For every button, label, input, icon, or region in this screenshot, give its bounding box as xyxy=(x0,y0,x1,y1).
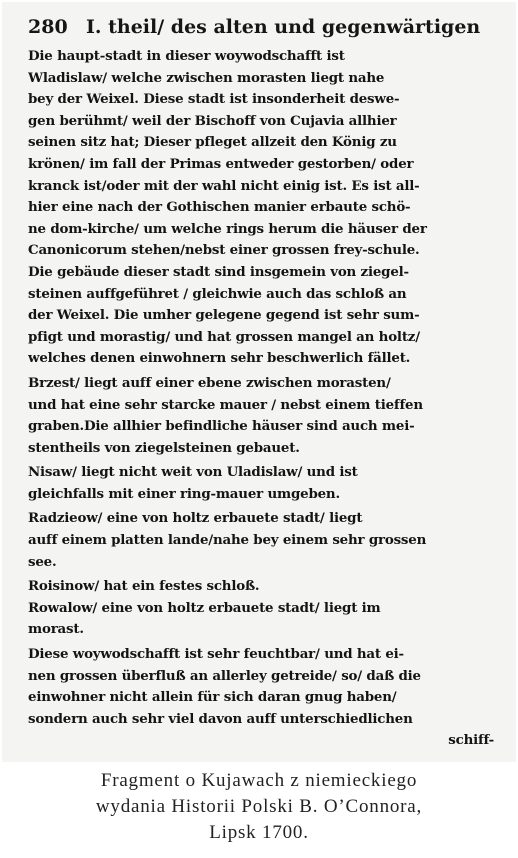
image-caption xyxy=(0,768,518,846)
text-line: see. xyxy=(28,553,57,570)
text-line: kranck ist/oder mit der wahl nicht einig ist. Es ist all- xyxy=(28,177,420,194)
running-header xyxy=(28,16,498,38)
catchword: schiff- xyxy=(448,732,494,749)
text-line: gen berühmt/ weil der Bischoff von Cujavia allhier xyxy=(28,112,397,129)
text-line: Rowalow/ eine von holtz erbauete stadt/ liegt im xyxy=(28,599,381,616)
text-line: nen grossen überfluß an allerley getreide/ so/ daß die xyxy=(28,667,421,684)
text-line: Diese woywodschafft ist sehr feuchtbar/ und hat ei- xyxy=(28,646,404,663)
text-line: Wladislaw/ welche zwischen morasten liegt nahe xyxy=(28,69,385,86)
text-line: gleichfalls mit einer ring-mauer umgeben. xyxy=(28,485,340,502)
text-line: Die haupt-stadt in dieser woywodschafft ist xyxy=(28,48,345,64)
text-line: Nisaw/ liegt nicht weit von Uladislaw/ und ist xyxy=(28,464,358,481)
text-line: auff einem platten lande/nahe bey einem sehr grossen xyxy=(28,532,427,549)
text-line: steinen auffgeführet / gleichwie auch das schloß an xyxy=(28,285,407,302)
text-line: graben.Die allhier befindliche häuser sind auch mei- xyxy=(28,418,415,435)
running-head-title: I. theil/ des alten und gegenwärtigen xyxy=(86,16,481,38)
text-line: der Weixel. Die umher gelegene gegend ist sehr sum- xyxy=(28,307,420,324)
text-line: Radzieow/ eine von holtz erbauete stadt/ liegt xyxy=(28,510,363,527)
text-line: hier eine nach der Gothischen manier erbaute schö- xyxy=(28,199,411,216)
text-line: ne dom-kirche/ um welche rings herum die häuser der xyxy=(28,220,427,237)
caption-line: Lipsk 1700. xyxy=(209,822,309,843)
text-line: sondern auch sehr viel davon auff unterschiedlichen xyxy=(28,710,413,727)
text-line: bey der Weixel. Diese stadt ist insonderheit deswe- xyxy=(28,91,400,108)
text-line: und hat eine sehr starcke mauer / nebst einem tieffen xyxy=(28,396,423,413)
page-number: 280 xyxy=(28,16,68,38)
scanned-page xyxy=(2,2,516,762)
text-line: krönen/ im fall der Primas entweder gestorben/ oder xyxy=(28,155,414,172)
text-line: Brzest/ liegt auff einer ebene zwischen morasten/ xyxy=(28,374,391,391)
body-text xyxy=(28,46,502,752)
caption-line: Fragment o Kujawach z niemieckiego xyxy=(100,770,418,791)
text-line: Roisinow/ hat ein festes schloß. xyxy=(28,578,260,595)
text-line: morast. xyxy=(28,621,84,638)
text-line: Die gebäude dieser stadt sind insgemein von ziegel- xyxy=(28,263,409,280)
text-line: stentheils von ziegelsteinen gebauet. xyxy=(28,439,300,456)
text-line: seinen sitz hat; Dieser pfleget allzeit den König zu xyxy=(28,134,397,151)
caption-line: wydania Historii Polski B. O’Connora, xyxy=(95,796,423,817)
text-line: welches denen einwohnern sehr beschwerlich fället. xyxy=(28,350,411,367)
text-line: pfigt und morastig/ und hat grossen mangel an holtz/ xyxy=(28,328,420,345)
text-line: einwohner nicht allein für sich daran gnug haben/ xyxy=(28,689,397,706)
text-line: Canonicorum stehen/nebst einer grossen frey-schule. xyxy=(28,242,420,259)
